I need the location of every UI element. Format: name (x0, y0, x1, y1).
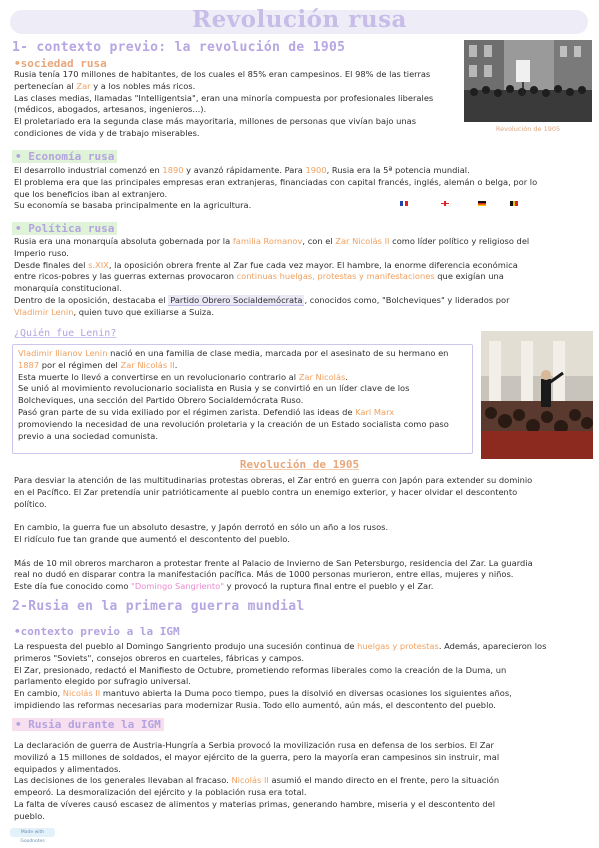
text-line (14, 475, 589, 487)
text-segment: , con el (302, 236, 336, 246)
text-segment: real no dudó en disparar contra la manifestación pacífica. Más de 1000 personas murieron, entre ellas, mujeres y niños. (14, 569, 514, 580)
highlight-orange: Nicolás II (62, 688, 101, 699)
highlight-orange: Vladimir Ilianov Lenin (18, 348, 108, 358)
text-line (14, 260, 589, 272)
text-line (14, 104, 459, 116)
text-segment: que exigían una (434, 271, 504, 282)
highlight-orange: Nicolás II (231, 775, 269, 786)
revolucion-1905-heading: Revolución de 1905 (239, 458, 360, 471)
text-line (18, 407, 470, 419)
text-line (14, 200, 589, 212)
text-segment: político. (14, 498, 47, 509)
highlight-orange: Zar (76, 80, 91, 91)
highlight-orange: 1890 (162, 165, 184, 175)
text-segment: , conocidos como, "Bolcheviques" y liderados por (304, 294, 510, 305)
text-segment: . Además, aparecieron los (438, 641, 547, 651)
section2-heading: 2-Rusia en la primera guerra mundial (12, 599, 305, 614)
text-segment: entre ricos-pobres y las guerras externas provocaron (14, 271, 237, 282)
text-line (14, 775, 589, 787)
text-segment: previo a una sociedad comunista. (18, 430, 158, 441)
text-line (14, 116, 459, 128)
text-line (14, 676, 589, 688)
sociedad-heading: •sociedad rusa (14, 57, 107, 70)
france-flag-icon (400, 191, 408, 196)
sociedad-text (14, 69, 459, 140)
economia-text (14, 165, 589, 212)
text-line (18, 372, 470, 384)
text-segment: Se unió al movimiento revolucionario socialista en Rusia y se convirtió en un líder clave de los (18, 383, 410, 394)
text-segment: equipados y alimentados. (14, 763, 121, 774)
text-segment: La falta de víveres causó escasez de alimentos y materias primas, generando hambre, miseria y el descontento del (14, 798, 496, 809)
text-segment: Dentro de la oposición, destacaba el (14, 294, 169, 305)
contexto-igm-heading: •contexto previo a la IGM (14, 625, 180, 638)
text-line (14, 177, 589, 189)
text-segment: y provocó la ruptura final entre el pueblo y el Zar. (224, 581, 434, 592)
text-line (14, 752, 589, 764)
text-segment: empeoró. La desmoralización del ejército y la población rusa era total. (14, 787, 307, 798)
text-line (14, 236, 589, 248)
text-line (14, 558, 589, 570)
highlight-orange: familia Romanov (232, 236, 303, 246)
lenin-text (18, 348, 470, 442)
text-segment: En cambio, la guerra fue un absoluto desastre, y Japón derrotó en sólo un año a los rusos. (14, 522, 389, 533)
section1-heading: 1- contexto previo: la revolución de 1905 (12, 40, 346, 55)
belgium-flag-icon (510, 191, 518, 196)
text-line (14, 688, 589, 700)
highlight-orange: continuas huelgas, protestas y manifestaciones (236, 271, 435, 282)
text-segment: Imperio ruso. (14, 247, 69, 258)
text-segment: como líder político y religioso del (389, 236, 530, 246)
text-segment: El Zar, presionado, redactó el Manifiesto de Octubre, prometiendo reformas liberales como la creación de la Duma, un (14, 664, 507, 675)
politica-text (14, 236, 589, 319)
text-line (18, 383, 470, 395)
highlight-pink: "Domingo Sangriento" (131, 581, 225, 592)
lenin-painting (481, 331, 593, 459)
text-line (18, 395, 470, 407)
text-line (18, 431, 470, 443)
photo-caption: Revolución de 1905 (495, 125, 561, 133)
highlight-orange: 1900 (305, 165, 327, 175)
text-segment: Pasó gran parte de su vida exiliado por el régimen zarista. Defendió las ideas de (18, 406, 356, 417)
text-segment: El problema era que las principales empresas eran extranjeras, financiadas con capital francés, inglés, alemán o belga, por lo (14, 176, 538, 187)
text-segment: primeros "Soviets", consejos obreros en cuarteles, fábricas y campos. (14, 652, 305, 663)
text-line (18, 348, 470, 360)
text-line (14, 499, 589, 511)
text-segment: La respuesta del pueblo al Domingo Sangriento produjo una sucesión continua de (14, 641, 358, 651)
text-segment: Desde finales del (14, 259, 89, 270)
text-segment: y a los nobles más ricos. (90, 80, 196, 91)
text-line (18, 360, 470, 372)
highlight-orange: Karl Marx (355, 406, 395, 417)
text-line (14, 307, 589, 319)
rusia-igm-text (14, 740, 589, 823)
text-segment: por el régimen del (39, 359, 121, 370)
text-segment: movilizó a 15 millones de soldados, el mayor ejército de la guerra, pero la mayoría eran campesinos sin instruir, mal (14, 751, 500, 762)
text-segment: Rusia tenía 170 millones de habitantes, de los cuales el 85% eran campesinos. El 98% de las tierras (14, 69, 431, 79)
text-line (14, 700, 589, 712)
text-segment: Las decisiones de los generales llevaban al fracaso. (14, 775, 232, 786)
text-segment: La declaración de guerra de Austria-Hungría a Serbia provocó la movilización rusa en defensa de los serbios. El Zar (14, 740, 494, 750)
text-line (14, 811, 589, 823)
text-line (14, 128, 459, 140)
text-line (14, 165, 589, 177)
text-segment: El desarrollo industrial comenzó en (14, 165, 163, 175)
text-segment: (médicos, abogados, artesanos, ingenieros...). (14, 104, 207, 115)
highlight-orange: Zar Nicolás (298, 371, 346, 382)
page-title: Revolución rusa (192, 6, 407, 33)
text-line (14, 69, 459, 81)
text-line (14, 81, 459, 93)
highlight-orange: huelgas y protestas (357, 641, 439, 651)
text-segment: que los beneficios iban al extranjero. (14, 188, 168, 199)
text-line (18, 419, 470, 431)
text-segment: En cambio, (14, 688, 63, 699)
politica-heading: • Política rusa (12, 222, 117, 235)
goodnotes-badge: Made with Goodnotes (10, 828, 55, 837)
text-segment: nació en una familia de clase media, marcada por el asesinato de su hermano en (107, 348, 449, 358)
highlight-orange: Zar Nicolás II (120, 359, 175, 370)
text-line (14, 510, 589, 522)
text-segment: Para desviar la atención de las multitudinarias protestas obreras, el Zar entró en guerra con Japón para extender su dominio (14, 475, 533, 485)
text-segment: . (174, 359, 178, 370)
text-line (14, 764, 589, 776)
text-segment: Su economía se basaba principalmente en la agricultura. (14, 200, 252, 211)
economia-heading: • Economía rusa (12, 150, 117, 163)
text-line (14, 787, 589, 799)
text-segment: impidiendo las reformas necesarias para modernizar Rusia. Todo ello aumentó, aún más, el descontento del pueblo. (14, 699, 496, 710)
text-segment: El ridículo fue tan grande que aumentó el descontento del pueblo. (14, 533, 290, 544)
flags-row (400, 191, 520, 197)
text-segment: Más de 10 mil obreros marcharon a protestar frente al Palacio de Invierno de San Petersburgo, residencia del Zar. La guardia (14, 557, 533, 568)
highlight-orange: s.XIX (88, 259, 109, 270)
text-line (14, 522, 589, 534)
text-line (14, 295, 589, 307)
text-segment: Rusia era una monarquía absoluta gobernada por la (14, 236, 233, 246)
text-segment: , la oposición obrera frente al Zar fue cada vez mayor. El hambre, la enorme diferencia económica (108, 259, 518, 270)
text-line (14, 93, 459, 105)
text-segment: asumió el mando directo en el frente, pero la situación (268, 775, 500, 786)
text-line (14, 581, 589, 593)
partido-highlight: Partido Obrero Socialdemócrata (170, 294, 303, 305)
text-line (14, 248, 589, 260)
text-segment: en el Pacífico. El Zar pretendía unir patrióticamente al pueblo contra un enemigo exterior, y hacer olvidar el descontento (14, 486, 518, 497)
text-segment: Este día fue conocido como (14, 581, 132, 592)
highlight-orange: Zar Nicolás II (335, 236, 390, 246)
text-segment: Esta muerte lo llevó a convertirse en un revolucionario contrario al (18, 371, 299, 382)
text-line (14, 740, 589, 752)
text-segment: promoviendo la necesidad de una revolución proletaria y la creación de un Estado socialista como paso (18, 418, 449, 429)
text-segment: , Rusia era la 5ª potencia mundial. (326, 165, 470, 175)
highlight-orange: Vladimir Lenin (14, 306, 74, 317)
revolution-1905-photo (464, 40, 592, 122)
text-segment: Las clases medias, llamadas "Intelligentsia", eran una minoría compuesta por profesionales liberales (14, 92, 434, 103)
text-segment: pertenecían al (14, 80, 77, 91)
text-segment: parlamento elegido por sufragio universal. (14, 676, 191, 687)
text-line (14, 653, 589, 665)
text-line (14, 799, 589, 811)
text-line (14, 487, 589, 499)
text-segment: , quien tuvo que exiliarse a Suiza. (73, 306, 214, 317)
highlight-orange: 1887 (18, 359, 40, 370)
text-line (14, 569, 589, 581)
lenin-heading: ¿Quién fue Lenin? (14, 328, 117, 339)
text-segment: monarquía constitucional. (14, 283, 122, 294)
germany-flag-icon (478, 191, 486, 196)
contexto-igm-text (14, 641, 589, 712)
england-flag-icon (441, 191, 449, 196)
text-line (14, 665, 589, 677)
text-line (14, 534, 589, 546)
text-segment: mantuvo abierta la Duma poco tiempo, pues la disolvió en diversas ocasiones los siguientes años, (100, 688, 512, 699)
text-segment: Bolcheviques, una sección del Partido Obrero Socialdemócrata Ruso. (18, 395, 304, 406)
text-segment: . (345, 371, 349, 382)
text-line (14, 271, 589, 283)
revolucion-1905-text (14, 475, 589, 593)
text-line (14, 283, 589, 295)
text-segment: y avanzó rápidamente. Para (183, 165, 306, 175)
text-line (14, 641, 589, 653)
rusia-igm-heading: • Rusia durante la IGM (12, 718, 164, 731)
text-line (14, 546, 589, 558)
text-segment: condiciones de vida y de trabajo miserables. (14, 127, 200, 138)
text-segment: pueblo. (14, 810, 45, 821)
text-segment: El proletariado era la segunda clase más mayoritaria, millones de personas que vivían bajo unas (14, 116, 417, 127)
